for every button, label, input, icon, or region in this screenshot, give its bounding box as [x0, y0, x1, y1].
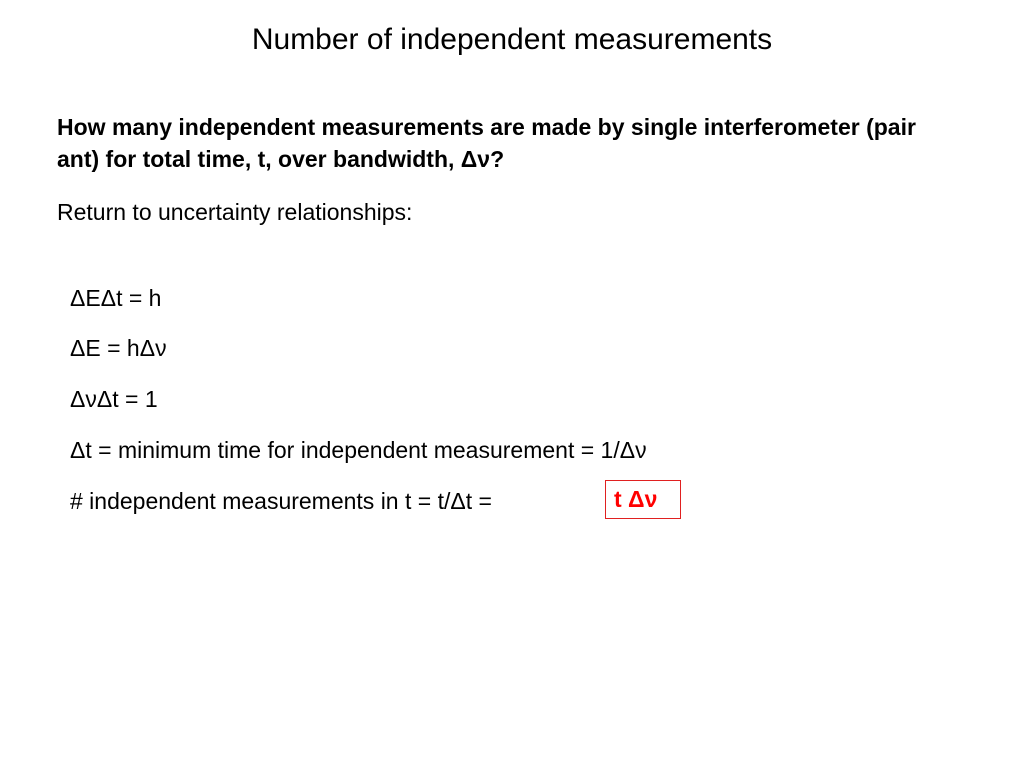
- equation-energy-time: ΔEΔt = h: [70, 285, 162, 311]
- slide-title: Number of independent measurements: [251, 23, 773, 56]
- equation-measurement-count: # independent measurements in t = t/Δt =: [70, 488, 492, 514]
- equation-minimum-time: Δt = minimum time for independent measurement = 1/Δν: [70, 437, 647, 463]
- intro-text: Return to uncertainty relationships:: [57, 199, 413, 225]
- equation-bandwidth-time: ΔνΔt = 1: [70, 386, 158, 412]
- answer-box: t Δν: [605, 480, 681, 519]
- question-text: How many independent measurements are made by single interferometer (pair ant) for total time, t, over bandwidth, Δν?: [57, 114, 916, 172]
- equation-energy-frequency: ΔE = hΔν: [70, 335, 167, 361]
